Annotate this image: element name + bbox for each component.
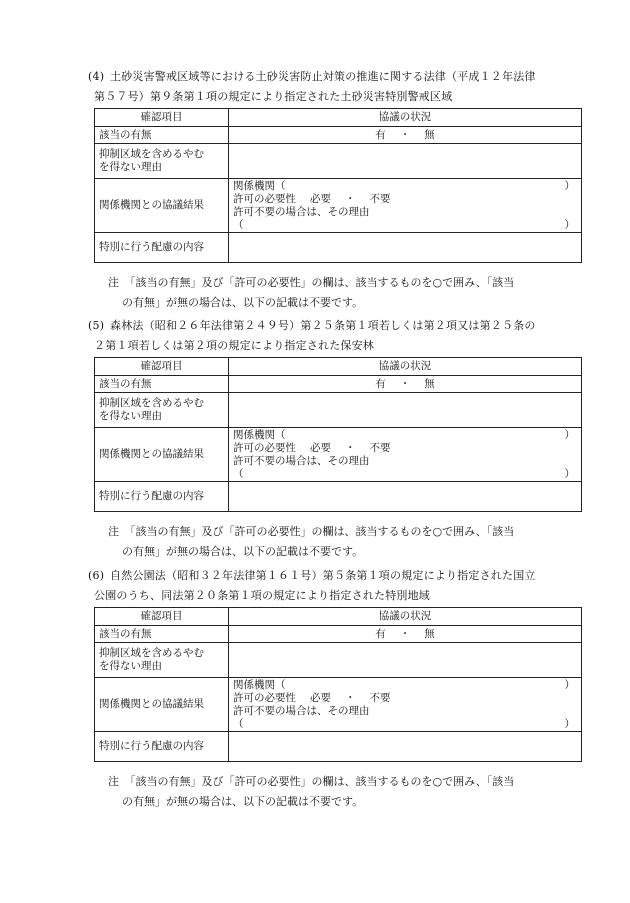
row-label-special: 特別に行う配慮の内容	[95, 732, 229, 762]
choice-no[interactable]: 無	[424, 627, 435, 640]
choice-yes[interactable]: 有	[375, 627, 386, 640]
choice-separator: ・	[345, 441, 356, 454]
choice-separator: ・	[399, 377, 411, 390]
table-row-exist	[95, 127, 582, 144]
reason-paren-open: （	[233, 218, 244, 231]
table-row-special	[95, 732, 582, 762]
consult-detail-cell[interactable]	[229, 678, 582, 732]
choice-no[interactable]: 無	[424, 377, 435, 390]
agency-label: 関係機関（	[233, 179, 286, 192]
choice-yes[interactable]: 有	[375, 128, 386, 141]
reason-input-cell[interactable]	[229, 144, 582, 179]
necessity-label: 許可の必要性	[233, 192, 296, 205]
necessity-line	[233, 442, 577, 455]
note-line-2: の有無」が無の場合は、以下の記載は不要です。	[122, 296, 364, 309]
agency-paren-close: ）	[564, 179, 575, 192]
exist-choice-cell[interactable]	[229, 127, 582, 144]
table-header-row	[95, 608, 582, 626]
reason-paren-open: （	[233, 467, 244, 480]
reason-paren-close: ）	[564, 717, 575, 730]
choice-separator: ・	[399, 128, 411, 141]
confirmation-table	[94, 607, 582, 762]
row-label-reason-line1: 抑制区域を含めるやむ	[99, 397, 204, 409]
table-row-exist	[95, 376, 582, 393]
row-label-reason-line2: を得ない理由	[99, 410, 162, 422]
row-label-consult: 関係機関との協議結果	[95, 678, 229, 732]
column-header-status: 協議の状況	[229, 608, 582, 626]
choice-separator: ・	[399, 627, 411, 640]
reason-paren-line	[233, 468, 577, 481]
section-heading	[88, 569, 536, 583]
agency-paren-close: ）	[564, 428, 575, 441]
table-row-reason	[95, 144, 582, 179]
choice-not-required[interactable]: 不要	[369, 441, 391, 454]
row-label-reason-line1: 抑制区域を含めるやむ	[99, 647, 204, 659]
note-line-1: 注 「該当の有無」及び「許可の必要性」の欄は、該当するものを○で囲み、「該当	[108, 276, 515, 289]
reason-line: 許可不要の場合は、その理由	[233, 704, 370, 717]
necessity-line	[233, 692, 577, 705]
special-input-cell[interactable]	[229, 233, 582, 263]
choice-separator: ・	[345, 691, 356, 704]
agency-line	[233, 429, 577, 442]
consult-detail-cell[interactable]	[229, 179, 582, 233]
column-header-status: 協議の状況	[229, 109, 582, 127]
heading-line-1: 土砂災害警戒区域等における土砂災害防止対策の推進に関する法律（平成１２年法律	[110, 70, 536, 83]
row-label-reason	[95, 643, 229, 678]
reason-line: 許可不要の場合は、その理由	[233, 454, 370, 467]
confirmation-table	[94, 357, 582, 512]
row-label-reason	[95, 144, 229, 179]
special-input-cell[interactable]	[229, 482, 582, 512]
reason-paren-line	[233, 718, 577, 731]
choice-not-required[interactable]: 不要	[369, 192, 391, 205]
note-line-2: の有無」が無の場合は、以下の記載は不要です。	[122, 795, 364, 808]
reason-paren-open: （	[233, 717, 244, 730]
choice-not-required[interactable]: 不要	[369, 691, 391, 704]
necessity-label: 許可の必要性	[233, 691, 296, 704]
choice-required[interactable]: 必要	[310, 691, 331, 704]
section-number: (5)	[88, 319, 105, 332]
table-row-consult	[95, 428, 582, 482]
confirmation-table	[94, 108, 582, 263]
row-label-special: 特別に行う配慮の内容	[95, 482, 229, 512]
exist-choice-cell[interactable]	[229, 626, 582, 643]
agency-label: 関係機関（	[233, 428, 286, 441]
column-header-status: 協議の状況	[229, 358, 582, 376]
reason-input-cell[interactable]	[229, 643, 582, 678]
row-label-consult: 関係機関との協議結果	[95, 428, 229, 482]
choice-required[interactable]: 必要	[310, 192, 331, 205]
row-label-reason-line2: を得ない理由	[99, 161, 162, 173]
row-label-exist: 該当の有無	[95, 626, 229, 643]
heading-line-2: 公園のうち、同法第２０条第１項の規定により指定された特別地域	[94, 589, 430, 602]
note-line-1: 注 「該当の有無」及び「許可の必要性」の欄は、該当するものを○で囲み、「該当	[108, 775, 515, 788]
agency-line	[233, 180, 577, 193]
table-row-consult	[95, 179, 582, 233]
section-number: (6)	[88, 569, 105, 582]
column-header-item: 確認項目	[95, 358, 229, 376]
choice-separator: ・	[345, 192, 356, 205]
note-line-2: の有無」が無の場合は、以下の記載は不要です。	[122, 545, 364, 558]
section-heading	[88, 70, 536, 84]
table-row-consult	[95, 678, 582, 732]
table-header-row	[95, 109, 582, 127]
heading-line-2: 第５７号）第９条第１項の規定により指定された土砂災害特別警戒区域	[94, 90, 453, 103]
table-header-row	[95, 358, 582, 376]
necessity-label: 許可の必要性	[233, 441, 296, 454]
consult-detail-cell[interactable]	[229, 428, 582, 482]
choice-no[interactable]: 無	[424, 128, 435, 141]
necessity-line	[233, 193, 577, 206]
section-heading	[88, 319, 536, 333]
row-label-exist: 該当の有無	[95, 127, 229, 144]
agency-label: 関係機関（	[233, 678, 286, 691]
heading-line-2: ２第１項若しくは第２項の規定により指定された保安林	[94, 339, 374, 352]
note-line-1: 注 「該当の有無」及び「許可の必要性」の欄は、該当するものを○で囲み、「該当	[108, 525, 515, 538]
reason-paren-line	[233, 219, 577, 232]
heading-line-1: 自然公園法（昭和３２年法律第１６１号）第５条第１項の規定により指定された国立	[110, 569, 536, 582]
special-input-cell[interactable]	[229, 732, 582, 762]
row-label-reason-line1: 抑制区域を含めるやむ	[99, 148, 204, 160]
column-header-item: 確認項目	[95, 608, 229, 626]
table-row-special	[95, 482, 582, 512]
section-number: (4)	[88, 70, 105, 83]
row-label-consult: 関係機関との協議結果	[95, 179, 229, 233]
exist-choice-cell[interactable]	[229, 376, 582, 393]
heading-line-1: 森林法（昭和２６年法律第２４９号）第２５条第１項若しくは第２項又は第２５条の	[110, 319, 536, 332]
table-row-reason	[95, 643, 582, 678]
choice-required[interactable]: 必要	[310, 441, 331, 454]
row-label-exist: 該当の有無	[95, 376, 229, 393]
row-label-reason	[95, 393, 229, 428]
column-header-item: 確認項目	[95, 109, 229, 127]
table-row-reason	[95, 393, 582, 428]
table-row-special	[95, 233, 582, 263]
reason-input-cell[interactable]	[229, 393, 582, 428]
row-label-special: 特別に行う配慮の内容	[95, 233, 229, 263]
reason-paren-close: ）	[564, 467, 575, 480]
agency-paren-close: ）	[564, 678, 575, 691]
row-label-reason-line2: を得ない理由	[99, 660, 162, 672]
table-row-exist	[95, 626, 582, 643]
agency-line	[233, 679, 577, 692]
reason-paren-close: ）	[564, 218, 575, 231]
choice-yes[interactable]: 有	[375, 377, 386, 390]
reason-line: 許可不要の場合は、その理由	[233, 205, 370, 218]
